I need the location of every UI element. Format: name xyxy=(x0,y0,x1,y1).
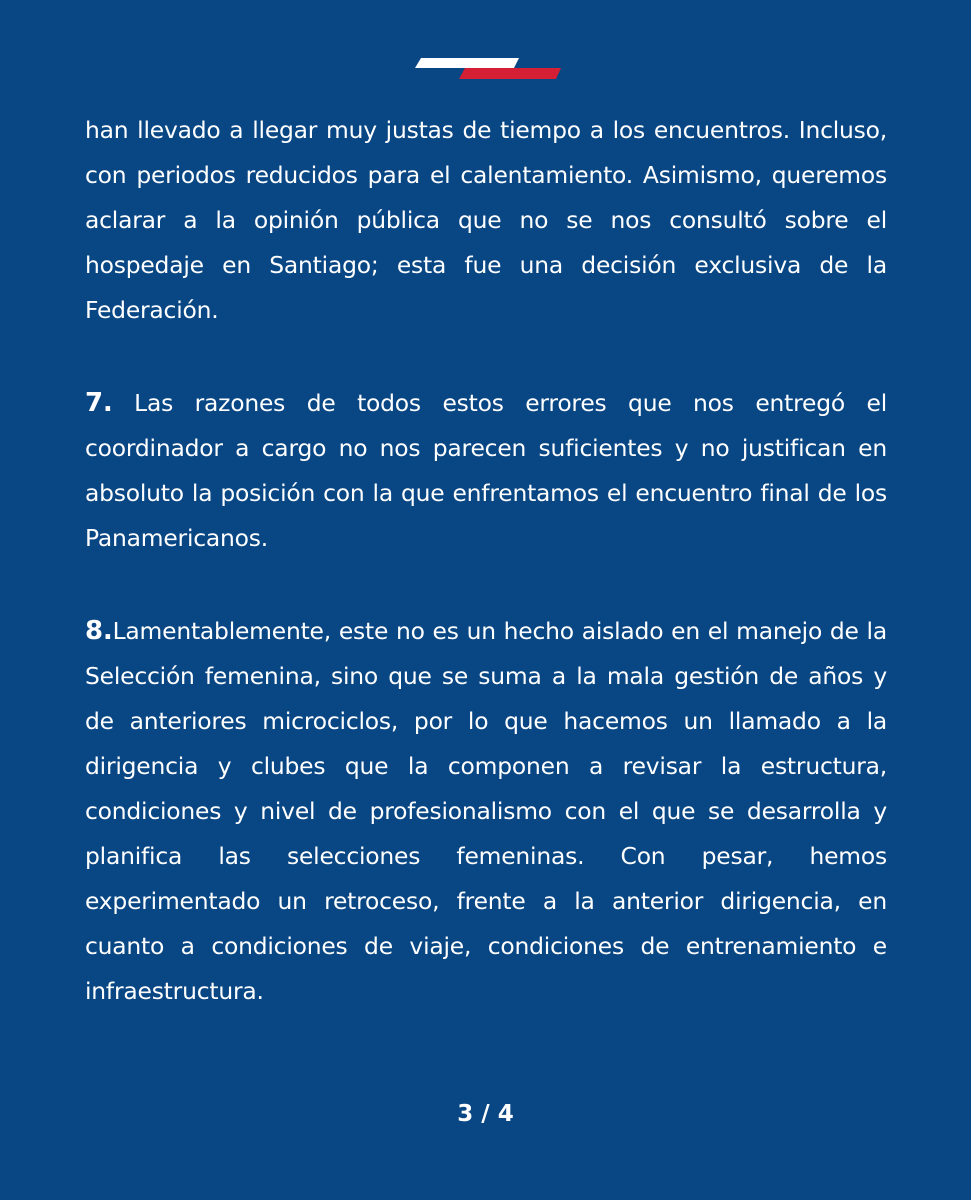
flag-stripes-logo xyxy=(415,58,565,80)
paragraph-7 xyxy=(85,381,887,561)
paragraph-text: Las razones de todos estos errores que nos entregó el coordinador a cargo no nos parecen suficientes y no justifican en absoluto la posición con la que enfrentamos el encuentro final de los Panamericanos. xyxy=(85,389,887,552)
paragraph-number: 7. xyxy=(85,388,113,418)
statement-body xyxy=(85,108,887,1062)
flag-red-stripe xyxy=(459,68,561,79)
flag-white-stripe xyxy=(415,58,519,68)
paragraph-text: Lamentablemente, este no es un hecho aislado en el manejo de la Selección femenina, sino que se suma a la mala gestión de años y de anteriores microciclos, por lo que hacemos un llamado a la dirigencia y clubes que la componen a revisar la estructura, condiciones y nivel de profesionalismo con el que se desarrolla y planifica las selecciones femeninas. Con pesar, hemos experimentado un retroceso, frente a la anterior dirigencia, en cuanto a condiciones de viaje, condiciones de entrenamiento e infraestructura. xyxy=(85,617,887,1005)
paragraph-8 xyxy=(85,609,887,1014)
paragraph-text: han llevado a llegar muy justas de tiempo a los encuentros. Incluso, con periodos reducidos para el calentamiento. Asimismo, queremos aclarar a la opinión pública que no se nos consultó sobre el hospedaje en Santiago; esta fue una decisión exclusiva de la Federación. xyxy=(85,116,887,324)
paragraph-continuation xyxy=(85,108,887,333)
paragraph-number: 8. xyxy=(85,616,113,646)
page-indicator: 3 / 4 xyxy=(457,1101,514,1127)
